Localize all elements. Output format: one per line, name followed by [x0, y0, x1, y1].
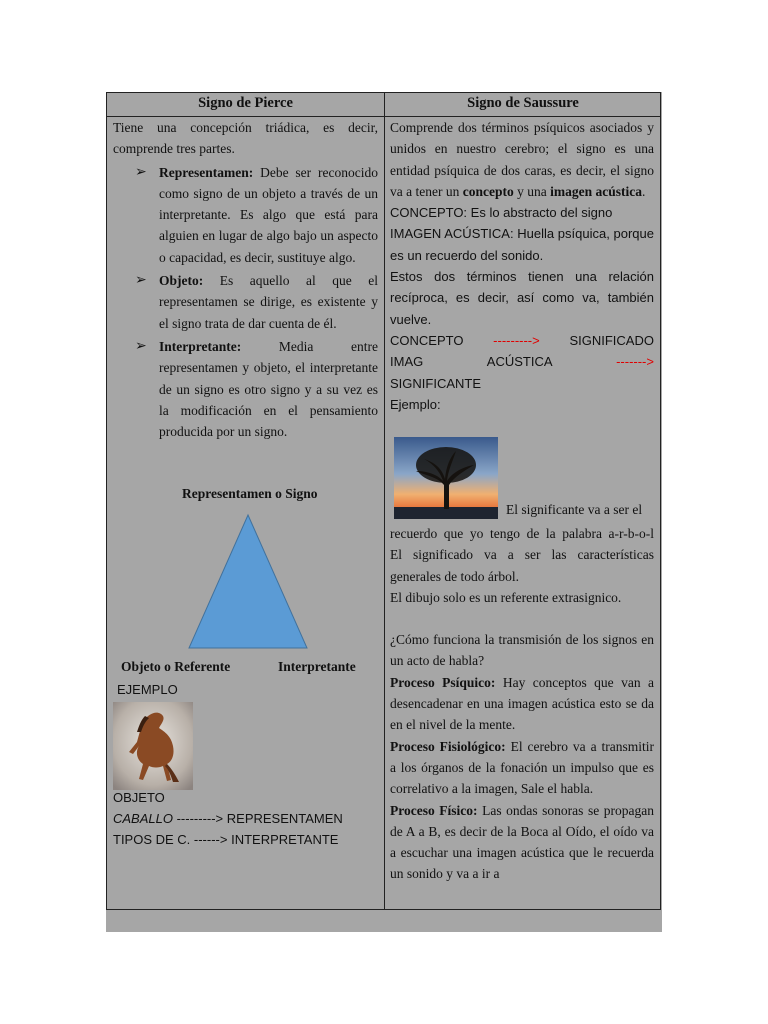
horse-image [113, 702, 193, 790]
diagram-top-label: Representamen o Signo [182, 486, 318, 501]
pregunta-text: ¿Cómo funciona la transmisión de los signos en un acto de habla? [390, 632, 654, 669]
ejemplo-right-label: Ejemplo: [390, 396, 441, 412]
triangle-diagram [186, 512, 310, 652]
objeto-label: OBJETO [113, 790, 165, 805]
tipos-line: TIPOS DE C. ------> INTERPRETANTE [113, 832, 339, 847]
col-header-pierce: Signo de Pierce [198, 95, 293, 111]
relacion-text: Estos dos términos tienen una relación recíproca, es decir, así como va, también vuelve. [390, 269, 654, 327]
significado-text: El significado va a ser las características generales de todo árbol. [390, 547, 654, 584]
column-divider [384, 92, 385, 910]
caballo-line: CABALLO ---------> REPRESENTAMEN [113, 811, 343, 826]
imagen-significante-map: IMAG ACÚSTICA -------> [390, 354, 654, 370]
proceso-fisiologico: Proceso Fisiológico: El cerebro va a transmitir a los órganos de la fonación un impulso que es correlativo a la imagen, Sale el habla. [390, 738, 654, 797]
significante-first-line: El significante va a ser el [506, 502, 643, 517]
bullet-text: Media entre representamen y objeto, el interpretante de un signo es otro signo y a su vez es la modificación en el pensamiento producida por un signo. [159, 338, 379, 440]
saussure-example-text: recuerdo que yo tengo de la palabra a-r-b-o-l El significado va a ser las características generales de todo árbol. El dibujo solo es un referente extrasignico. ¿Cómo funciona la transmisión de los signos en un acto de habla? Proceso Psíquico: Hay conceptos que van a desencadenar en una imagen acústica esto se da en el nivel de la mente. Proceso Fisiológico: El cerebro va a transmitir a los órganos de la fonación un impulso que es correlativo a la imagen, Sale el habla. Proceso Físico: Las ondas sonoras se propagan de A a B, es decir de la Boca al Oído, el oído va a escuchar una imagen acústica que le recuerda un sonido y va a ir a [390, 523, 654, 885]
col-header-saussure: Signo de Saussure [467, 95, 579, 111]
saussure-column [390, 117, 654, 415]
arrow-bullet-icon: ➢ [135, 273, 147, 289]
triangle-shape [189, 515, 307, 648]
bullet-text: Es aquello al que el representamen se dirige, es existente y el signo trata de dar cuenta de él. [159, 273, 379, 331]
bullet-term: Objeto: [159, 273, 204, 289]
pierce-column [113, 117, 378, 442]
pierce-intro: Tiene una concepción triádica, es decir, comprende tres partes. [113, 120, 378, 157]
significante-word: SIGNIFICANTE [390, 375, 482, 391]
arrow-bullet-icon: ➢ [135, 164, 147, 180]
bullet-term: Representamen: [159, 164, 254, 180]
saussure-intro: Comprende dos términos psíquicos asociados y unidos en nuestro cerebro; el signo es una entidad psíquica de dos caras, es decir, el signo va a tener un concepto y una imagen acústica. [390, 120, 654, 199]
imagen-definition: IMAGEN ACÚSTICA: Huella psíquica, porque es un recuerdo del sonido. [390, 226, 654, 263]
concepto-definition: CONCEPTO: Es lo abstracto del signo [390, 205, 613, 221]
bullet-text: Debe ser reconocido como signo de un objeto a través de un interpretante. Es algo que está para alguien en lugar de algo bajo un aspecto o capacidad, es decir, sustituye algo. [159, 164, 378, 265]
arrow-bullet-icon: ➢ [135, 338, 147, 354]
tree-image [394, 437, 498, 519]
dibujo-text: El dibujo solo es un referente extrasignico. [390, 589, 622, 605]
bullet-interpretante [113, 336, 378, 442]
proceso-fisico: Proceso Físico: Las ondas sonoras se propagan de A a B, es decir de la Boca al Oído, el oído va a escuchar una imagen acústica que le recuerda un sonido y va a ir a [390, 802, 654, 882]
bullet-term: Interpretante: [159, 338, 242, 354]
proceso-psiquico: Proceso Psíquico: Hay conceptos que van a desencadenar en una imagen acústica esto se da en el nivel de la mente. [390, 674, 654, 733]
diagram-bottom-right-label: Interpretante [278, 659, 356, 674]
diagram-bottom-left-label: Objeto o Referente [121, 659, 231, 674]
ejemplo-label: EJEMPLO [117, 682, 178, 697]
bullet-objeto [113, 270, 378, 334]
bullet-representamen [113, 162, 378, 268]
concepto-significado-map: CONCEPTO ---------> SIGNIFICADO [390, 332, 654, 348]
